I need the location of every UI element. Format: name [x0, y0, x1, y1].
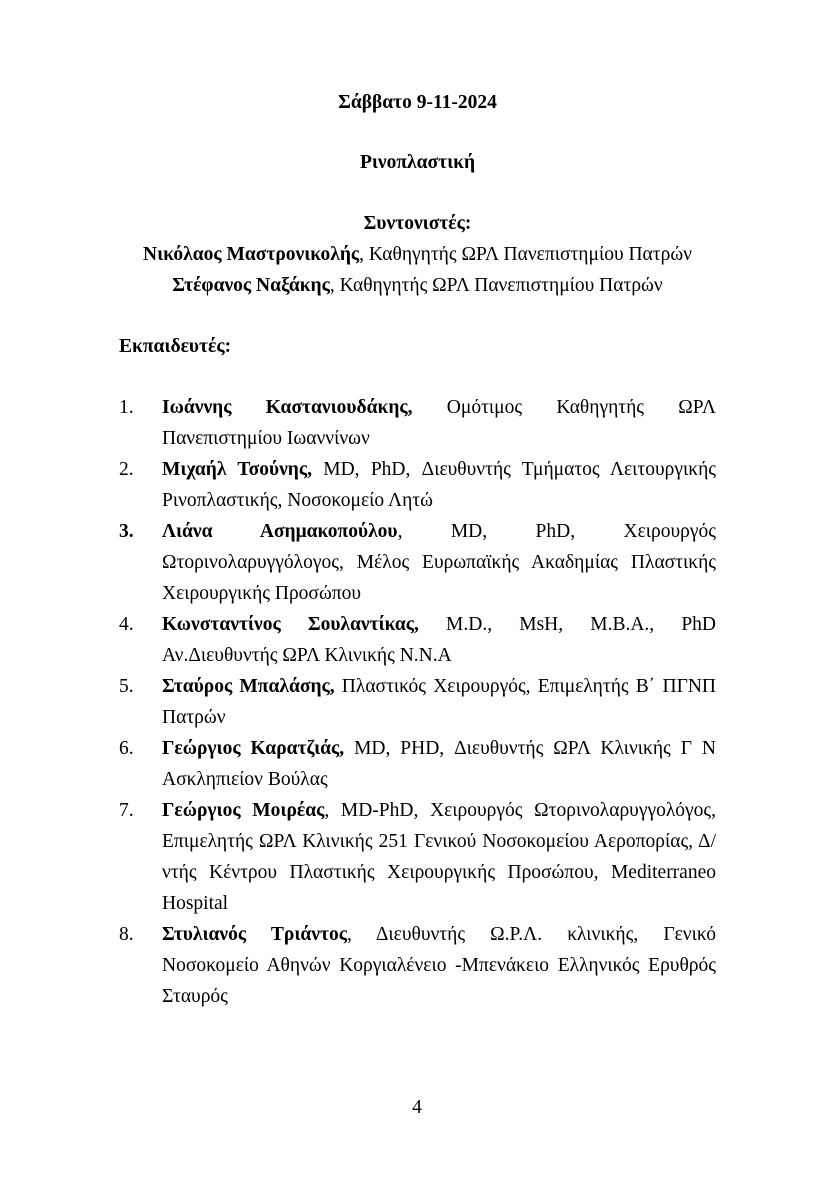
list-item-title: Ομότιμος Καθηγητής ΩΡΛ Πανεπιστημίου Ιωαννίνων: [162, 397, 716, 449]
page-number: 4: [412, 1097, 422, 1118]
coordinators-list: [119, 239, 716, 301]
list-item: [119, 733, 716, 795]
list-item-title: , Διευθυντής Ω.Ρ.Λ. κλινικής, Γενικό Νοσοκομείο Αθηνών Κοργιαλένειο -Μπενάκειο Ελληνικός Ερυθρός Σταυρός: [162, 924, 716, 1007]
coordinator-entry: [119, 270, 716, 301]
coordinator-name: Στέφανος Ναξάκης: [172, 275, 330, 296]
list-item-number: 8.: [119, 924, 134, 945]
coordinators-label: Συντονιστές:: [363, 213, 472, 234]
coordinator-name: Νικόλαος Μαστρονικολής: [142, 244, 360, 265]
list-item-name: Γεώργιος Καρατζιάς,: [162, 738, 345, 759]
section-spacer: [119, 301, 716, 331]
list-item-name: Μιχαήλ Τσούνης,: [162, 459, 312, 480]
coordinator-title: , Καθηγητής ΩΡΛ Πανεπιστημίου Πατρών: [359, 244, 692, 265]
trainers-label: Εκπαιδευτές:: [119, 336, 232, 357]
list-item: [119, 392, 716, 454]
list-item-name: Κωνσταντίνος Σουλαντίκας,: [162, 614, 419, 635]
list-item-number: 4.: [119, 614, 134, 635]
list-item-number: 3.: [119, 521, 134, 542]
coordinator-entry: [119, 239, 716, 270]
list-item-title: Πλαστικός Χειρουργός, Επιμελητής Β΄ ΠΓΝΠ Πατρών: [162, 676, 717, 728]
trainers-list: [119, 392, 716, 1012]
list-spacer: [119, 362, 716, 392]
list-item-number: 2.: [119, 459, 134, 480]
list-item: [119, 454, 716, 516]
list-item-number: 1.: [119, 397, 134, 418]
list-item-name: Σταύρος Μπαλάσης,: [162, 676, 335, 697]
date-heading: Σάββατο 9-11-2024: [338, 92, 497, 113]
list-item-number: 5.: [119, 676, 134, 697]
list-item: [119, 516, 716, 609]
list-item-title: MD, PhD, Διευθυντής Τμήματος Λειτουργικής Ρινοπλαστικής, Νοσοκομείο Λητώ: [162, 459, 716, 511]
list-item-title: , MD-PhD, Χειρουργός Ωτορινολαρυγγολόγος, Επιμελητής ΩΡΛ Κλινικής 251 Γενικού Νοσοκομείου Αεροπορίας, Δ/ντής Κέντρου Πλαστικής Χειρουργικής Προσώπου, Mediterraneo Hospital: [162, 800, 716, 914]
list-item-title: , MD, PhD, Χειρουργός Ωτορινολαρυγγόλογος, Μέλος Ευρωπαϊκής Ακαδημίας Πλαστικής Χειρουργικής Προσώπου: [162, 521, 716, 604]
list-item-number: 6.: [119, 738, 134, 759]
heading-spacer-2: [119, 178, 716, 208]
list-item-title: M.D., MsH, M.B.A., PhD Αν.Διευθυντής ΩΡΛ Κλινικής Ν.Ν.Α: [162, 614, 716, 666]
list-item: [119, 609, 716, 671]
list-item-name: Γεώργιος Μοιρέας: [162, 800, 325, 821]
list-item-name: Λιάνα Ασημακοπούλου: [162, 521, 398, 542]
list-item: [119, 795, 716, 919]
list-item: [119, 671, 716, 733]
list-item-name: Στυλιανός Τριάντος: [162, 924, 347, 945]
list-item-number: 7.: [119, 800, 134, 821]
subject-heading: Ρινοπλαστική: [359, 152, 476, 173]
list-item-name: Ιωάννης Καστανιουδάκης,: [162, 397, 413, 418]
list-item: [119, 919, 716, 1012]
heading-spacer-1: [119, 118, 716, 148]
document-body: [119, 88, 716, 1012]
coordinator-title: , Καθηγητής ΩΡΛ Πανεπιστημίου Πατρών: [329, 275, 663, 296]
list-item-title: MD, PHD, Διευθυντής ΩΡΛ Κλινικής Γ Ν Ασκληπιείον Βούλας: [162, 738, 716, 790]
